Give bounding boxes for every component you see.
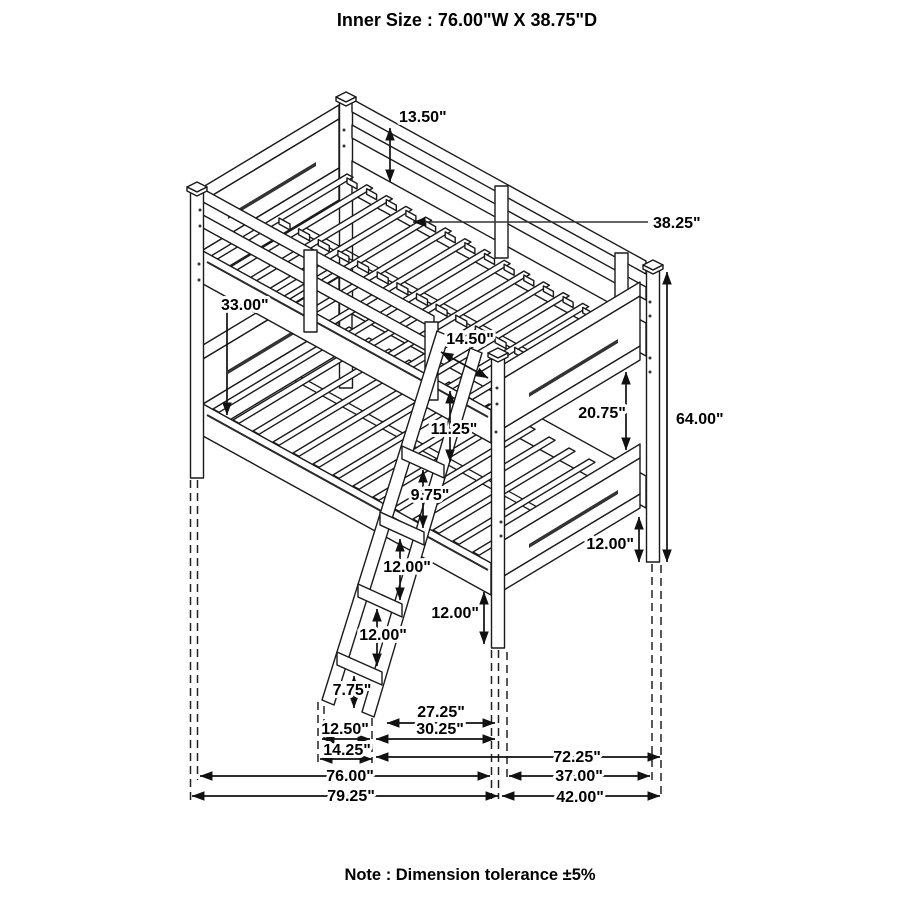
dimension-overall-height (667, 272, 724, 562)
screw-hole (343, 145, 346, 148)
slat-clip (377, 272, 388, 284)
dimension-label: 42.00" (556, 789, 604, 806)
dimension-front-rail-to-floor (431, 592, 484, 644)
dimension-label: 33.00" (221, 297, 269, 314)
dimension-label: 20.75" (578, 405, 626, 422)
dimension-label: 12.00" (383, 559, 431, 576)
slat-clip (495, 337, 506, 349)
tolerance-note: Note : Dimension tolerance ±5% (344, 866, 596, 884)
screw-hole (649, 371, 652, 374)
slat-clip (358, 261, 369, 273)
screw-hole (495, 431, 498, 434)
drawing-title: Inner Size : 76.00"W X 38.75"D (336, 10, 598, 30)
dimension-label: 30.25" (416, 721, 464, 738)
ladder-rung (337, 652, 382, 685)
dimension-label: 12.50" (321, 721, 369, 738)
dimension-label: 14.25" (323, 742, 371, 759)
dimension-end-inner-span (509, 768, 650, 785)
dimension-label: 9.75" (410, 487, 450, 504)
screw-hole (496, 403, 499, 406)
dimension-inner-width (200, 768, 490, 785)
dimension-ladder-foot-width (321, 721, 370, 739)
dimension-overall-width (192, 788, 498, 805)
dimension-label: 64.00" (676, 411, 724, 428)
dimension-label: 13.50" (399, 109, 447, 126)
slat-clip (456, 315, 467, 327)
screw-hole (198, 279, 201, 282)
screw-hole (496, 387, 499, 390)
screw-hole (198, 263, 201, 266)
screw-hole (500, 535, 503, 538)
dimension-floor-projection-span (376, 749, 660, 766)
ladder-rung (358, 584, 402, 617)
dimension-overall-depth (502, 789, 660, 806)
front-left-post (191, 186, 204, 478)
dimension-label: 37.00" (555, 768, 603, 785)
near-guard-rail-bracket (304, 250, 317, 332)
screw-hole (343, 129, 346, 132)
front-right-post (492, 352, 505, 648)
dimension-label: 38.25" (653, 215, 701, 232)
screw-hole (649, 357, 652, 360)
dimension-label: 12.00" (359, 627, 407, 644)
slat-clip (318, 240, 329, 252)
dimension-label: 72.25" (553, 749, 601, 766)
screw-hole (649, 301, 652, 304)
dimension-label: 12.00" (431, 605, 479, 622)
dimension-label: 14.50" (446, 331, 494, 348)
screw-hole (649, 315, 652, 318)
dimension-label: 7.75" (332, 682, 372, 699)
dimension-label: 76.00" (326, 768, 374, 785)
screw-hole (500, 521, 503, 524)
rear-right-post (647, 264, 660, 562)
dimension-label: 27.25" (417, 704, 465, 721)
slat-clip (397, 283, 408, 295)
dimension-ladder-base-width (320, 742, 372, 759)
dimension-label: 12.00" (586, 536, 634, 553)
dimension-label: 79.25" (327, 788, 375, 805)
slat-clip (417, 294, 428, 306)
slat-clip (436, 304, 447, 316)
dimension-label: 11.25" (430, 421, 478, 438)
screw-hole (199, 225, 202, 228)
screw-hole (199, 209, 202, 212)
slat-clip (299, 229, 310, 241)
